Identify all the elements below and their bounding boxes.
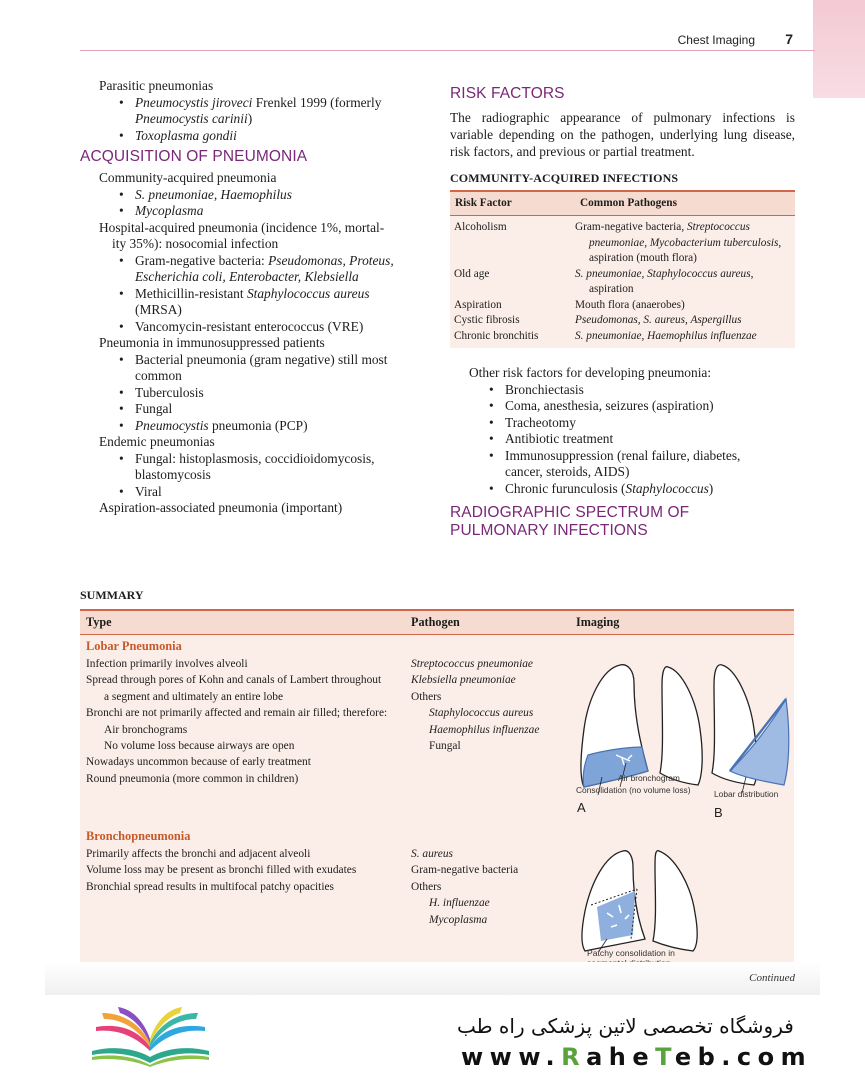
list-item: • Methicillin-resistant Staphylococcus aureus (MRSA) [80, 286, 426, 319]
table-cell: Aspiration [454, 298, 502, 311]
text-line: Air bronchograms [104, 723, 188, 736]
text-line: Bronchi are not primarily affected and remain air filled; therefore: [86, 707, 388, 720]
list-item: • Toxoplasma gondii [80, 128, 426, 145]
list-item: • Tracheotomy [450, 415, 795, 432]
table-row [450, 216, 795, 267]
page-corner-tab [813, 0, 865, 98]
table-row [450, 329, 795, 349]
hospital-heading: Hospital-acquired pneumonia (incidence 1%, mortal- ity 35%): nosocomial infection [99, 219, 385, 251]
list-item: • Fungal [80, 401, 426, 418]
footer-banner [0, 995, 865, 1080]
patchy-consolidation-label: Patchy consolidation in [587, 948, 675, 958]
table-row [450, 313, 795, 329]
column-header: Type [86, 615, 112, 629]
text-line: Nowadays uncommon because of early treatment [86, 756, 311, 769]
table-caption: COMMUNITY-ACQUIRED INFECTIONS [450, 171, 679, 185]
text-line: Primarily affects the bronchi and adjacent alveoli [86, 848, 311, 860]
text-line: No volume loss because airways are open [104, 740, 295, 753]
table-cell: Alcoholism [454, 221, 507, 233]
table-cell: Pseudomonas, S. aureus, Aspergillus [575, 314, 742, 326]
summary-body [80, 609, 794, 971]
bronchopneumonia-figure [577, 847, 717, 959]
list-item: • Gram-negative bacteria: Pseudomonas, Proteus, Escherichia coli, Enterobacter, Klebsiella [80, 253, 426, 286]
bronchopneumonia-description [86, 846, 356, 895]
endemic-heading: Endemic pneumonias [99, 434, 215, 449]
summary-header-row [80, 611, 794, 635]
text-line: a segment and ultimately an entire lobe [104, 690, 284, 703]
column-header: Imaging [576, 615, 620, 629]
text-line: Bronchial spread results in multifocal patchy opacities [86, 880, 334, 893]
list-item: • Antibiotic treatment [450, 431, 795, 448]
pathogen: Others [411, 690, 442, 703]
table-cell: Chronic bronchitis [454, 329, 539, 342]
table-row [450, 298, 795, 314]
table-cell: Old age [454, 267, 490, 280]
lobar-description [86, 656, 387, 787]
figure-label-a: A [577, 800, 586, 815]
aspiration-heading: Aspiration-associated pneumonia (important) [99, 500, 343, 515]
figure-label-b: B [714, 805, 723, 820]
table-row [450, 267, 795, 298]
risk-factors-title: RISK FACTORS [450, 85, 565, 102]
text-line: Infection primarily involves alveoli [86, 658, 248, 670]
list-item: • Pneumocystis pneumonia (PCP) [80, 418, 426, 435]
page-number: 7 [785, 31, 793, 47]
table-cell: S. pneumoniae, Haemophilus influenzae [575, 329, 757, 342]
list-item: • S. pneumoniae, Haemophilus [80, 187, 426, 204]
left-column [80, 78, 426, 517]
pathogen: Others [411, 880, 442, 893]
pathogen: Streptococcus pneumoniae [411, 658, 533, 670]
list-item: • Mycoplasma [80, 203, 426, 220]
bronchopneumonia-pathogens [411, 846, 518, 928]
pathogen: Klebsiella pneumoniae [411, 674, 516, 687]
pathogen: Fungal [429, 740, 461, 753]
pathogen: H. influenzae [429, 897, 490, 910]
acquisition-title: ACQUISITION OF PNEUMONIA [80, 148, 308, 165]
column-header: Common Pathogens [575, 191, 795, 216]
consolidation-label: Consolidation (no volume loss) [576, 785, 691, 795]
continued-note: Continued [749, 972, 795, 984]
list-item: • Immunosuppression (renal failure, diabetes, cancer, steroids, AIDS) [450, 448, 795, 481]
risk-paragraph: The radiographic appearance of pulmonary infections is variable depending on the pathogen, underlying lung disease, risk factors, and previous or partial treatment. [450, 110, 795, 159]
page-bottom-shade [45, 962, 820, 995]
column-header: Pathogen [411, 615, 460, 629]
table-cell: Cystic fibrosis [454, 314, 520, 326]
lobar-pathogens [411, 656, 539, 754]
list-item: • Viral [80, 484, 426, 501]
store-name: فروشگاه تخصصی لاتین پزشکی راه طب [457, 1014, 794, 1038]
other-heading: Other risk factors for developing pneumonia: [469, 365, 712, 380]
running-head: Chest Imaging [677, 33, 755, 47]
other-risk-list [450, 365, 795, 497]
pathogen: Gram-negative bacteria [411, 864, 519, 877]
list-item: • Coma, anesthesia, seizures (aspiration) [450, 398, 795, 415]
list-item: • Fungal: histoplasmosis, coccidioidomycosis, blastomycosis [80, 451, 426, 484]
text-line: Spread through pores of Kohn and canals of Lambert throughout [86, 674, 382, 687]
table-cell: S. pneumoniae, Staphylococcus aureus, aspiration [575, 267, 754, 295]
pathogen: Mycoplasma [429, 913, 488, 926]
list-item: • Bronchiectasis [450, 382, 795, 399]
list-item: • Chronic furunculosis (Staphylococcus) [450, 481, 795, 498]
list-item: • Vancomycin-resistant enterococcus (VRE) [80, 319, 426, 336]
list-item: • Bacterial pneumonia (gram negative) still most common [80, 352, 426, 385]
bronchopneumonia-title: Bronchopneumonia [86, 829, 191, 843]
text-line: Round pneumonia (more common in children) [86, 772, 299, 785]
header-rule [80, 50, 815, 51]
community-heading: Community-acquired pneumonia [99, 170, 277, 185]
table-cell: Mouth flora (anaerobes) [575, 298, 685, 311]
air-bronchogram-label: Air bronchogram [618, 773, 680, 783]
immuno-heading: Pneumonia in immunosuppressed patients [99, 335, 325, 350]
summary-title: SUMMARY [80, 588, 144, 602]
store-url[interactable]: www.RaheTeb.com [461, 1043, 813, 1071]
list-item: • Pneumocystis jiroveci Frenkel 1999 (formerly Pneumocystis carinii) [80, 95, 426, 128]
column-header: Risk Factor [450, 191, 575, 216]
lobar-title: Lobar Pneumonia [86, 639, 182, 653]
community-infections-table [450, 190, 795, 349]
pathogen: S. aureus [411, 848, 453, 860]
text-line: Volume loss may be present as bronchi filled with exudates [86, 864, 357, 877]
list-item: • Tuberculosis [80, 385, 426, 402]
parasitic-heading: Parasitic pneumonias [99, 78, 214, 93]
summary-table [80, 588, 794, 971]
table-cell: Gram-negative bacteria, Streptococcus pneumoniae, Mycobacterium tuberculosis, aspiration (mouth flora) [575, 221, 782, 264]
right-column [450, 85, 795, 540]
pathogen: Staphylococcus aureus [429, 707, 534, 720]
lobar-distribution-label: Lobar distribution [714, 789, 779, 799]
spectrum-title: RADIOGRAPHIC SPECTRUM OF PULMONARY INFECTIONS [450, 504, 690, 539]
book-logo-icon [88, 1007, 213, 1067]
pathogen: Haemophilus influenzae [429, 723, 540, 736]
